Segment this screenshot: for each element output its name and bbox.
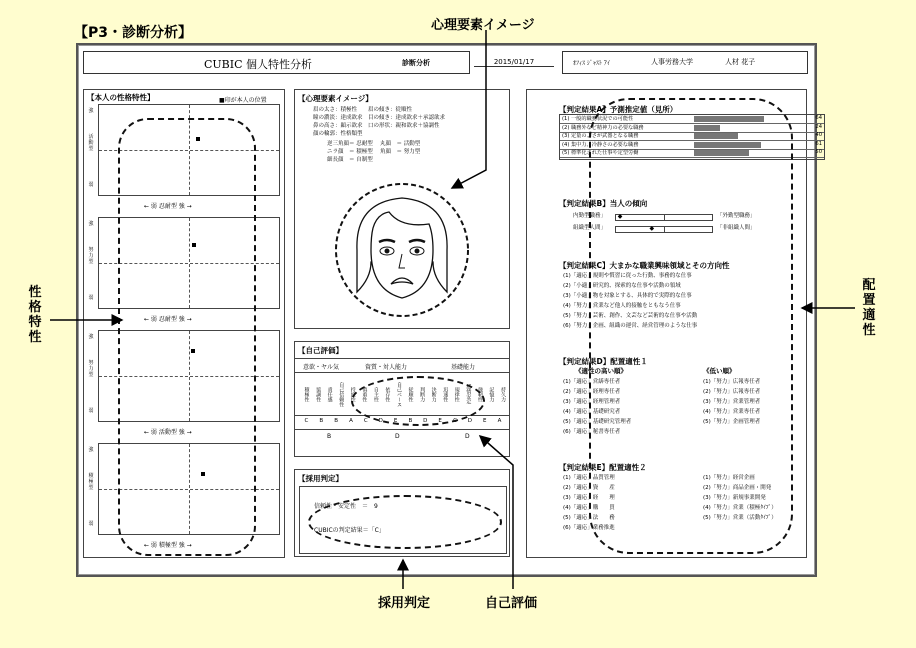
result-e-left-item: (3)「適応」経 理	[563, 495, 615, 501]
hiring-title: 【採用判定】	[298, 474, 343, 483]
self-eval-group: 資質・対人能力	[365, 364, 408, 371]
result-e-left-item: (6)「適応」業務推進	[563, 525, 615, 531]
chart-bottom-label: 弱	[88, 182, 94, 188]
result-a-value: 24	[815, 123, 822, 130]
tendency-left: 組織型人間」	[573, 225, 607, 231]
report-subtitle: 診断分析	[402, 59, 430, 67]
self-eval-item: 持久力	[499, 386, 506, 402]
result-e-right-item: (3)「努力」新規事業開発	[703, 495, 766, 501]
self-eval-grade: D	[378, 418, 383, 424]
company-name: ｵﾌｨｽ ｼﾞｬｽﾄ ｱｲ	[573, 60, 610, 67]
result-a-label: (2) 職務外など精神力の必要な職務	[562, 124, 644, 131]
result-d-title: 【判定結果D】配置適性１	[559, 357, 648, 366]
psych-legend-line: 顔の輪郭：性格類型	[313, 131, 363, 137]
chart-top-label: 強	[88, 334, 94, 340]
psych-type-line: 細長顔 ＝ 自制型	[327, 157, 373, 163]
chart-top-label: 強	[88, 108, 94, 114]
self-eval-item: 責任感	[326, 386, 333, 402]
psych-legend-line: 瞳の濃淡：達成欲求 目の傾き：達成欲求＋承認欲求	[313, 115, 446, 121]
org-name: 人事労務大学	[651, 58, 693, 66]
result-c-item: (2)「小適」研究的、探索的な仕事や活動の領域	[563, 283, 681, 289]
result-a-label: (4) 集中力、冷静さの必要な職務	[562, 141, 639, 148]
self-eval-grade: A	[349, 418, 353, 424]
callout-self-eval: 自己評価	[485, 596, 538, 611]
result-c-item: (6)「努力」企画、組織の運営、経営管理のような仕事	[563, 323, 698, 329]
result-d-low-item: (1)「努力」広報専任者	[703, 379, 761, 385]
result-e-left-item: (5)「適応」法 務	[563, 515, 615, 521]
self-eval-grade: B	[408, 418, 413, 424]
self-eval-item: 協調性	[315, 386, 322, 402]
result-d-low-title: 《低い順》	[703, 367, 736, 375]
result-d-low-item: (3)「努力」営業管理者	[703, 399, 761, 405]
self-eval-item: 依存性	[384, 386, 391, 402]
result-c-title: 【判定結果C】大まかな職業興味領域とその方向性	[559, 261, 730, 270]
self-eval-item: 積極性	[303, 386, 310, 402]
person-name: 人材 花子	[725, 58, 756, 66]
self-eval-title: 【自己評価】	[298, 346, 343, 355]
self-eval-item: 従順性	[407, 386, 414, 402]
result-d-high-item: (6)「適応」秘書専任者	[563, 429, 621, 435]
chart-top-label: 強	[88, 447, 94, 453]
self-eval-grade: C	[453, 418, 457, 424]
page-heading: 【P3・診断分析】	[74, 25, 193, 41]
self-eval-item: 迅速性	[442, 386, 449, 402]
personality-legend: ■印が本人の位置	[219, 97, 267, 104]
self-eval-grade: B	[319, 418, 324, 424]
result-a-value: 40	[815, 132, 822, 139]
result-d-high-item: (5)「適応」基礎研究管理者	[563, 419, 632, 425]
chart-bottom-label: 弱	[88, 295, 94, 301]
psych-legend-line: 鼻の高さ：顕示欲求 口の形状：親和欲求＋協調性	[313, 123, 440, 129]
result-e-right-item: (2)「努力」商品企画・開発	[703, 485, 772, 491]
result-a-value: 61	[815, 140, 822, 147]
result-d-low-item: (5)「努力」企画管理者	[703, 419, 761, 425]
result-c-item: (3)「小適」物を対象とする、具体的で実際的な仕事	[563, 293, 692, 299]
result-d-high-item: (4)「適応」基礎研究者	[563, 409, 621, 415]
result-d-high-item: (1)「適応」営繕専任者	[563, 379, 621, 385]
psych-type-line: 逆三角顔＝ 忍耐型 丸顔 ＝ 活動型	[327, 141, 421, 147]
chart-x-caption: ← 弱 忍耐型 強 →	[144, 203, 192, 210]
self-eval-grade: C	[304, 418, 309, 424]
result-e-title: 【判定結果E】配置適性２	[559, 463, 647, 472]
chart-side-label: 活動型	[88, 134, 94, 152]
self-eval-item: 自主性	[372, 386, 379, 402]
result-e-right-item: (5)「努力」営業（活動ﾀｲﾌﾟ）	[703, 515, 777, 521]
self-eval-item: 記憶力	[488, 386, 495, 402]
psych-legend-line: 眉の太さ：積極性 眉の傾き：従順性	[313, 107, 413, 113]
self-eval-item: 自己ペース	[395, 381, 402, 407]
self-eval-grade: D	[467, 418, 472, 424]
result-e-left-item: (4)「適応」購 買	[563, 505, 615, 511]
self-eval-item: 自己信頼性	[338, 381, 345, 407]
self-eval-summary: D	[465, 433, 470, 440]
self-eval-grade: A	[497, 418, 502, 424]
self-eval-item: 強靭性	[476, 386, 483, 402]
self-eval-grade: E	[393, 418, 398, 424]
chart-x-caption: ← 弱 積極型 強 →	[144, 542, 192, 549]
tendency-left: 内勤型職務」	[573, 213, 607, 219]
hiring-result: CUBICの判定結果＝「C」	[314, 527, 385, 534]
tendency-marker: ◆	[649, 225, 655, 232]
chart-bottom-label: 弱	[88, 408, 94, 414]
result-a-title: 【判定結果A】予測推定値（見所）	[559, 105, 678, 114]
report-date: 2015/01/17	[474, 58, 554, 67]
result-b-title: 【判定結果B】当人の傾向	[559, 199, 648, 208]
self-eval-grade: E	[438, 418, 442, 424]
result-e-right-item: (4)「努力」営業（積極ﾀｲﾌﾟ）	[703, 505, 777, 511]
self-eval-item: 判断力	[419, 386, 426, 402]
chart-top-label: 強	[88, 221, 94, 227]
result-a-label: (1) 一般的職務状況での可能性	[562, 116, 634, 122]
result-d-high-title: 《適性の高い順》	[575, 367, 627, 375]
result-d-low-item: (2)「努力」広報専任者	[703, 389, 761, 395]
result-c-item: (5)「努力」芸術、創作、文芸など芸術的な仕事や活動	[563, 313, 698, 319]
callout-psych-image: 心理要素イメージ	[431, 18, 535, 33]
self-eval-group: 意欲・ヤル気	[303, 364, 339, 371]
result-a-label: (3) 定量のよさが武器となる職務	[562, 133, 639, 140]
chart-bottom-label: 弱	[88, 521, 94, 527]
result-c-item: (1)「適応」規則や慣習に従った行動、事務的な仕事	[563, 273, 692, 279]
result-e-right-item: (1)「努力」経営企画	[703, 475, 755, 481]
self-eval-item: 決断力	[430, 386, 437, 402]
self-eval-group: 基礎能力	[451, 364, 476, 371]
psych-type-line: ニラ顔 ＝ 積極型 角顔 ＝ 努力型	[327, 149, 421, 155]
tendency-right: 「非組織人間」	[717, 225, 756, 231]
chart-x-caption: ← 弱 忍耐型 強 →	[144, 316, 192, 323]
self-eval-grade: C	[363, 418, 368, 424]
self-eval-item: 慎重性	[361, 386, 368, 402]
self-eval-grade: D	[423, 418, 428, 424]
tendency-marker: ◆	[617, 213, 623, 220]
tendency-right: 「外勤型職務」	[717, 213, 756, 219]
personality-panel-title: 【本人の性格特性】	[87, 93, 155, 102]
result-a-value: 64	[815, 115, 822, 121]
hiring-reliability: 信頼性・安定性 ＝ 9	[314, 503, 378, 510]
callout-placement: 配置適性	[862, 278, 876, 338]
self-eval-summary: D	[395, 433, 400, 440]
result-d-high-item: (3)「適応」経理管理者	[563, 399, 621, 405]
chart-side-label: 努力型	[88, 360, 94, 378]
callout-hiring: 採用判定	[378, 596, 431, 611]
self-eval-grade: B	[334, 418, 339, 424]
self-eval-summary: B	[327, 433, 332, 440]
result-d-high-item: (2)「適応」経理専任者	[563, 389, 621, 395]
result-d-low-item: (4)「努力」営業専任者	[703, 409, 761, 415]
result-a-label: (5) 標準化された仕事や定型労働	[562, 150, 639, 157]
report-title: CUBIC 個人特性分析	[204, 58, 313, 71]
result-c-item: (4)「努力」営業など他人的接触をともなう仕事	[563, 303, 681, 309]
result-a-value: 50	[815, 149, 822, 156]
self-eval-item: 規律性	[453, 386, 460, 402]
callout-personality: 性格特性	[28, 285, 42, 345]
self-eval-item: 感情安定	[465, 384, 472, 404]
psych-panel-title: 【心理要素イメージ】	[298, 94, 373, 103]
chart-side-label: 積極型	[88, 473, 94, 491]
self-eval-item: 持続性	[349, 386, 356, 402]
chart-x-caption: ← 弱 活動型 強 →	[144, 429, 192, 436]
chart-side-label: 努力型	[88, 247, 94, 265]
result-e-left-item: (1)「適応」品質管理	[563, 475, 615, 481]
result-e-left-item: (2)「適応」資 産	[563, 485, 615, 491]
self-eval-grade: E	[482, 418, 487, 424]
